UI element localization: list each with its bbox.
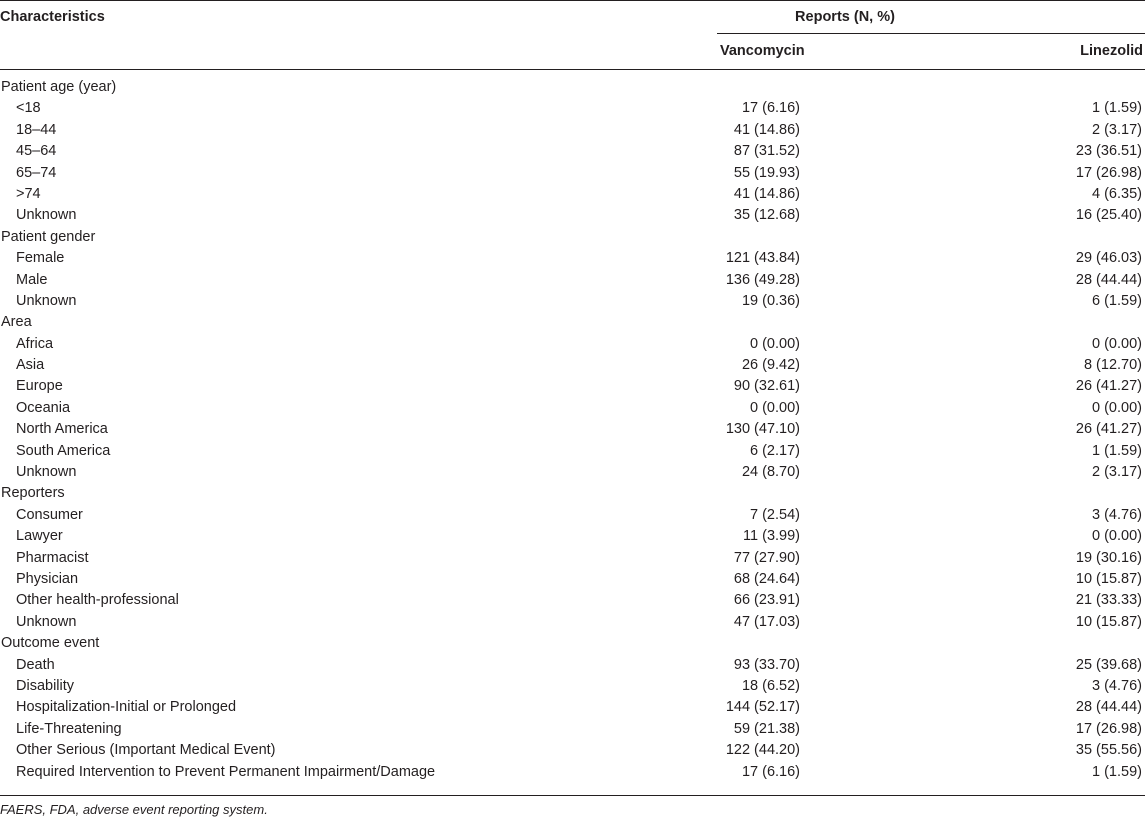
linezolid-cell: 28 (44.44) [1075,271,1142,288]
row-label: Physician [16,570,79,587]
vancomycin-cell: 17 (6.16) [741,100,800,117]
table-row [0,740,1145,761]
vancomycin-cell: 121 (43.84) [725,250,800,267]
table-row [0,398,1145,419]
linezolid-cell: 16 (25.40) [1075,207,1142,224]
vancomycin-cell: 0 (0.00) [750,399,800,416]
row-label: North America [16,421,108,438]
table-group-row [0,633,1145,654]
row-label: 65–74 [16,164,57,181]
linezolid-cell: 26 (41.27) [1075,421,1142,438]
table-group-row [0,312,1145,333]
linezolid-cell: 3 (4.76) [1092,677,1142,694]
vancomycin-cell: 90 (32.61) [733,378,800,395]
row-label: Hospitalization-Initial or Prolonged [16,699,237,716]
header-bottom-rule [0,69,1145,70]
vancomycin-cell: 35 (12.68) [733,207,800,224]
row-label: Lawyer [16,528,63,545]
table-row [0,612,1145,633]
table-row [0,590,1145,611]
linezolid-cell: 19 (30.16) [1075,549,1142,566]
table-row [0,505,1145,526]
row-label: Death [16,656,55,673]
table-row [0,270,1145,291]
vancomycin-cell: 55 (19.93) [733,164,800,181]
group-label: Reporters [1,485,65,502]
table-row [0,762,1145,783]
table-body [0,77,1145,783]
header-reports: Reports (N, %) [795,9,895,25]
row-label: Disability [16,677,75,694]
linezolid-cell: 0 (0.00) [1092,399,1142,416]
table-row [0,334,1145,355]
vancomycin-cell: 19 (0.36) [741,292,800,309]
table-group-row [0,483,1145,504]
vancomycin-cell: 122 (44.20) [725,742,800,759]
header-vancomycin: Vancomycin [720,43,805,59]
linezolid-cell: 26 (41.27) [1075,378,1142,395]
table-row [0,419,1145,440]
row-label: Africa [16,335,54,352]
row-label: Consumer [16,506,83,523]
row-label: >74 [16,185,41,202]
row-label: Other health-professional [16,592,179,609]
table-row [0,291,1145,312]
linezolid-cell: 3 (4.76) [1092,506,1142,523]
linezolid-cell: 0 (0.00) [1092,335,1142,352]
table-row [0,569,1145,590]
table-row [0,655,1145,676]
table-row [0,697,1145,718]
row-label: Life-Threatening [16,720,122,737]
vancomycin-cell: 93 (33.70) [733,656,800,673]
vancomycin-cell: 24 (8.70) [741,464,800,481]
linezolid-cell: 6 (1.59) [1092,292,1142,309]
vancomycin-cell: 66 (23.91) [733,592,800,609]
table-row [0,184,1145,205]
group-label: Area [1,314,32,331]
vancomycin-cell: 11 (3.99) [743,528,800,545]
row-label: Other Serious (Important Medical Event) [16,742,276,759]
vancomycin-cell: 130 (47.10) [725,421,800,438]
linezolid-cell: 29 (46.03) [1075,250,1142,267]
table-row [0,526,1145,547]
row-label: <18 [16,100,41,117]
linezolid-cell: 2 (3.17) [1092,464,1142,481]
table-row [0,163,1145,184]
group-label: Patient gender [1,228,96,245]
row-label: Female [16,250,65,267]
vancomycin-cell: 7 (2.54) [750,506,800,523]
header-characteristics: Characteristics [0,9,105,25]
row-label: Oceania [16,399,71,416]
vancomycin-cell: 17 (6.16) [741,763,800,780]
vancomycin-cell: 6 (2.17) [750,442,800,459]
table-row [0,141,1145,162]
row-label: 45–64 [16,143,57,160]
vancomycin-cell: 77 (27.90) [733,549,800,566]
linezolid-cell: 1 (1.59) [1092,442,1142,459]
row-label: Unknown [16,613,77,630]
row-label: 18–44 [16,121,57,138]
table-row [0,548,1145,569]
linezolid-cell: 4 (6.35) [1092,185,1142,202]
table-row [0,376,1145,397]
linezolid-cell: 10 (15.87) [1075,570,1142,587]
header-linezolid: Linezolid [1080,43,1143,59]
vancomycin-cell: 87 (31.52) [733,143,800,160]
row-label: Unknown [16,464,77,481]
table-row [0,205,1145,226]
vancomycin-cell: 144 (52.17) [725,699,800,716]
linezolid-cell: 1 (1.59) [1092,100,1142,117]
table-group-row [0,77,1145,98]
row-label: Unknown [16,292,77,309]
linezolid-cell: 23 (36.51) [1075,143,1142,160]
row-label: South America [16,442,111,459]
table-row [0,120,1145,141]
linezolid-cell: 25 (39.68) [1075,656,1142,673]
row-label: Required Intervention to Prevent Permanent Impairment/Damage [16,763,436,780]
table-bottom-rule [0,795,1145,796]
linezolid-cell: 0 (0.00) [1092,528,1142,545]
linezolid-cell: 8 (12.70) [1083,357,1142,374]
vancomycin-cell: 41 (14.86) [733,121,800,138]
table-row [0,98,1145,119]
table-row [0,441,1145,462]
table-subheader-row [0,34,1145,70]
table-group-row [0,227,1145,248]
linezolid-cell: 35 (55.56) [1075,742,1142,759]
row-label: Asia [16,357,45,374]
vancomycin-cell: 18 (6.52) [741,677,800,694]
vancomycin-cell: 41 (14.86) [733,185,800,202]
group-label: Outcome event [1,635,100,652]
linezolid-cell: 28 (44.44) [1075,699,1142,716]
vancomycin-cell: 68 (24.64) [733,570,800,587]
table-row [0,676,1145,697]
linezolid-cell: 10 (15.87) [1075,613,1142,630]
vancomycin-cell: 136 (49.28) [725,271,800,288]
vancomycin-cell: 59 (21.38) [733,720,800,737]
linezolid-cell: 2 (3.17) [1092,121,1142,138]
table-row [0,248,1145,269]
vancomycin-cell: 47 (17.03) [733,613,800,630]
group-label: Patient age (year) [1,79,117,95]
linezolid-cell: 1 (1.59) [1092,763,1142,780]
vancomycin-cell: 26 (9.42) [741,357,800,374]
linezolid-cell: 17 (26.98) [1075,720,1142,737]
linezolid-cell: 21 (33.33) [1075,592,1142,609]
linezolid-cell: 17 (26.98) [1075,164,1142,181]
table-header-row [0,0,1145,34]
table-row [0,462,1145,483]
row-label: Male [16,271,48,288]
row-label: Europe [16,378,63,395]
row-label: Pharmacist [16,549,89,566]
vancomycin-cell: 0 (0.00) [750,335,800,352]
table-row [0,719,1145,740]
table-row [0,355,1145,376]
row-label: Unknown [16,207,77,224]
table-footnote: FAERS, FDA, adverse event reporting system. [0,802,268,817]
